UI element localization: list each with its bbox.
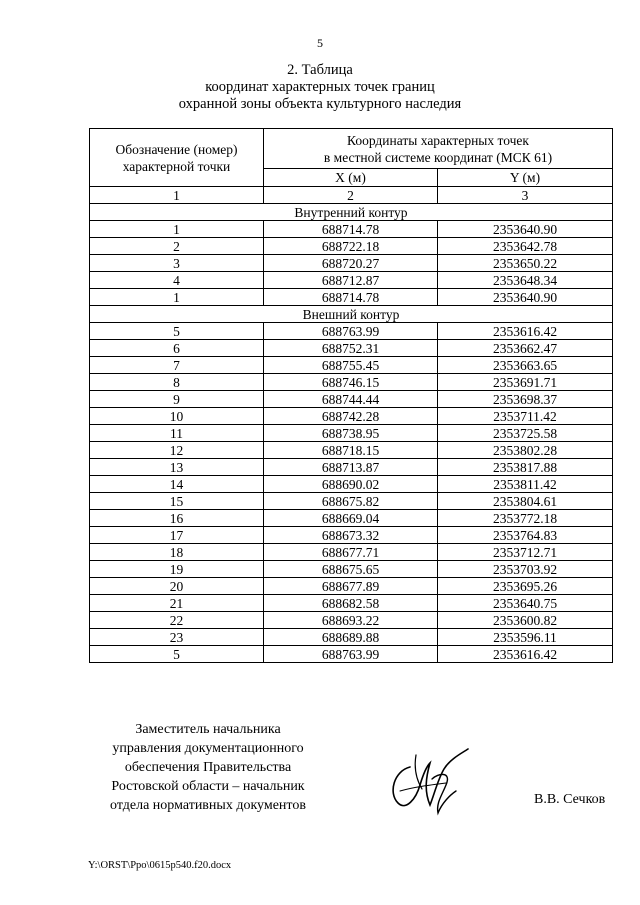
- point-number-cell: 12: [90, 442, 264, 459]
- x-coordinate-cell: 688673.32: [264, 527, 438, 544]
- page-number: 5: [317, 36, 323, 50]
- point-number-cell: 1: [90, 289, 264, 306]
- x-coordinate-cell: 688712.87: [264, 272, 438, 289]
- point-number-cell: 5: [90, 323, 264, 340]
- table-title-line-3: охранной зоны объекта культурного наследия: [178, 96, 462, 112]
- point-number-cell: 10: [90, 408, 264, 425]
- table-title: [0, 62, 640, 113]
- y-coordinate-cell: 2353650.22: [438, 255, 613, 272]
- y-coordinate-cell: 2353711.42: [438, 408, 613, 425]
- table-row: [90, 561, 613, 578]
- point-number-cell: 23: [90, 629, 264, 646]
- table-row: [90, 408, 613, 425]
- y-coordinate-cell: 2353616.42: [438, 323, 613, 340]
- section-title: Внутренний контур: [90, 204, 613, 221]
- x-coordinate-cell: 688689.88: [264, 629, 438, 646]
- y-coordinate-cell: 2353600.82: [438, 612, 613, 629]
- table-row: [90, 255, 613, 272]
- x-coordinate-cell: 688763.99: [264, 646, 438, 663]
- y-coordinate-cell: 2353648.34: [438, 272, 613, 289]
- column-number-1: 1: [90, 187, 264, 204]
- point-number-cell: 19: [90, 561, 264, 578]
- coordinates-header: [264, 129, 613, 169]
- x-coordinate-cell: 688742.28: [264, 408, 438, 425]
- y-coordinate-cell: 2353698.37: [438, 391, 613, 408]
- table-row: [90, 646, 613, 663]
- x-coordinate-cell: 688720.27: [264, 255, 438, 272]
- y-coordinate-cell: 2353802.28: [438, 442, 613, 459]
- y-coordinate-cell: 2353811.42: [438, 476, 613, 493]
- table-row: [90, 391, 613, 408]
- point-number-cell: 7: [90, 357, 264, 374]
- point-number-cell: 1: [90, 221, 264, 238]
- point-number-cell: 8: [90, 374, 264, 391]
- table-header-row: [90, 129, 613, 169]
- x-coordinate-cell: 688744.44: [264, 391, 438, 408]
- y-coordinate-cell: 2353642.78: [438, 238, 613, 255]
- x-coordinate-cell: 688752.31: [264, 340, 438, 357]
- table-title-line-1: 2. Таблица: [287, 62, 353, 78]
- section-title: Внешний контур: [90, 306, 613, 323]
- table-row: [90, 629, 613, 646]
- point-designation-header-line-1: Обозначение (номер): [115, 141, 238, 157]
- x-coordinate-cell: 688675.65: [264, 561, 438, 578]
- x-coordinate-cell: 688746.15: [264, 374, 438, 391]
- table-row: [90, 476, 613, 493]
- point-number-cell: 15: [90, 493, 264, 510]
- signer-position-line-5: отдела нормативных документов: [110, 798, 306, 813]
- coordinates-table-body: [90, 129, 613, 663]
- x-coordinate-cell: 688722.18: [264, 238, 438, 255]
- coordinates-table: [89, 128, 613, 663]
- point-number-cell: 21: [90, 595, 264, 612]
- y-coordinate-cell: 2353695.26: [438, 578, 613, 595]
- table-row: [90, 442, 613, 459]
- point-number-cell: 3: [90, 255, 264, 272]
- x-coordinate-cell: 688693.22: [264, 612, 438, 629]
- y-coordinate-cell: 2353616.42: [438, 646, 613, 663]
- signer-position-line-3: обеспечения Правительства: [124, 760, 292, 775]
- y-coordinate-cell: 2353663.65: [438, 357, 613, 374]
- signature-block: [98, 720, 318, 815]
- table-row: [90, 374, 613, 391]
- table-row: [90, 425, 613, 442]
- y-coordinate-cell: 2353772.18: [438, 510, 613, 527]
- x-coordinate-cell: 688690.02: [264, 476, 438, 493]
- x-coordinate-cell: 688677.89: [264, 578, 438, 595]
- signer-position-line-1: Заместитель начальника: [135, 722, 281, 737]
- signer-position-line-2: управления документационного: [112, 741, 304, 756]
- table-row: [90, 595, 613, 612]
- signer-name: В.В. Сечков: [534, 792, 606, 807]
- table-row: [90, 357, 613, 374]
- table-row: [90, 527, 613, 544]
- document-file-path: Y:\ORST\Ppo\0615p540.f20.docx: [88, 860, 232, 871]
- point-number-cell: 2: [90, 238, 264, 255]
- y-coordinate-cell: 2353640.75: [438, 595, 613, 612]
- column-number-row: [90, 187, 613, 204]
- x-coordinate-cell: 688763.99: [264, 323, 438, 340]
- column-number-3: 3: [438, 187, 613, 204]
- y-coordinate-cell: 2353764.83: [438, 527, 613, 544]
- table-row: [90, 221, 613, 238]
- y-coordinate-cell: 2353662.47: [438, 340, 613, 357]
- point-designation-header: [90, 129, 264, 187]
- y-coordinate-cell: 2353640.90: [438, 289, 613, 306]
- point-number-cell: 6: [90, 340, 264, 357]
- point-number-cell: 18: [90, 544, 264, 561]
- y-coordinate-cell: 2353703.92: [438, 561, 613, 578]
- y-coordinate-cell: 2353640.90: [438, 221, 613, 238]
- table-title-line-2: координат характерных точек границ: [205, 79, 435, 95]
- x-coordinate-cell: 688714.78: [264, 289, 438, 306]
- x-coordinate-cell: 688675.82: [264, 493, 438, 510]
- handwritten-signature: [380, 745, 475, 820]
- point-number-cell: 5: [90, 646, 264, 663]
- table-row: [90, 493, 613, 510]
- x-coordinate-cell: 688682.58: [264, 595, 438, 612]
- table-row: [90, 289, 613, 306]
- point-number-cell: 9: [90, 391, 264, 408]
- y-coordinate-cell: 2353817.88: [438, 459, 613, 476]
- point-number-cell: 11: [90, 425, 264, 442]
- table-row: [90, 323, 613, 340]
- table-row: [90, 578, 613, 595]
- x-coordinate-cell: 688718.15: [264, 442, 438, 459]
- x-coordinate-cell: 688738.95: [264, 425, 438, 442]
- coordinates-header-line-2: в местной системе координат (МСК 61): [323, 149, 553, 165]
- signer-position-line-4: Ростовской области – начальник: [111, 779, 305, 794]
- section-header-row: [90, 306, 613, 323]
- point-number-cell: 4: [90, 272, 264, 289]
- y-coordinate-cell: 2353725.58: [438, 425, 613, 442]
- point-number-cell: 20: [90, 578, 264, 595]
- x-coordinate-cell: 688755.45: [264, 357, 438, 374]
- table-row: [90, 459, 613, 476]
- y-coordinate-cell: 2353691.71: [438, 374, 613, 391]
- table-row: [90, 544, 613, 561]
- table-row: [90, 272, 613, 289]
- section-header-row: [90, 204, 613, 221]
- table-row: [90, 510, 613, 527]
- point-number-cell: 22: [90, 612, 264, 629]
- y-column-header: Y (м): [438, 169, 613, 187]
- x-coordinate-cell: 688714.78: [264, 221, 438, 238]
- point-designation-header-line-2: характерной точки: [122, 158, 231, 174]
- column-number-2: 2: [264, 187, 438, 204]
- point-number-cell: 14: [90, 476, 264, 493]
- y-coordinate-cell: 2353712.71: [438, 544, 613, 561]
- x-coordinate-cell: 688669.04: [264, 510, 438, 527]
- point-number-cell: 17: [90, 527, 264, 544]
- x-column-header: X (м): [264, 169, 438, 187]
- point-number-cell: 13: [90, 459, 264, 476]
- table-row: [90, 612, 613, 629]
- y-coordinate-cell: 2353804.61: [438, 493, 613, 510]
- x-coordinate-cell: 688677.71: [264, 544, 438, 561]
- table-row: [90, 238, 613, 255]
- coordinates-header-line-1: Координаты характерных точек: [347, 132, 529, 148]
- table-row: [90, 340, 613, 357]
- y-coordinate-cell: 2353596.11: [438, 629, 613, 646]
- point-number-cell: 16: [90, 510, 264, 527]
- x-coordinate-cell: 688713.87: [264, 459, 438, 476]
